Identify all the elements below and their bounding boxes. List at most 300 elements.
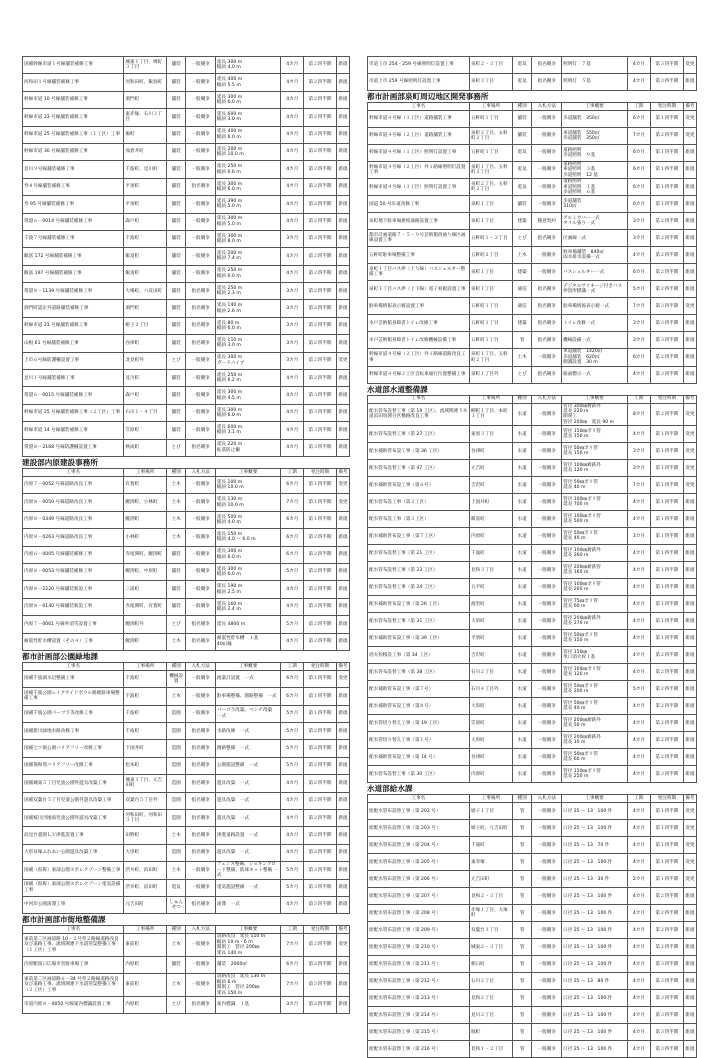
table-cell: 新規 bbox=[683, 74, 696, 91]
table-cell: 口径 25 ～ 13 100 件 bbox=[562, 1007, 628, 1024]
table-cell: 4カ月 bbox=[627, 647, 650, 664]
table-cell: 水道 bbox=[512, 545, 532, 562]
table-row bbox=[368, 749, 697, 766]
table-cell: 見和１・２丁目 bbox=[469, 1041, 512, 1058]
table-cell: 変更 bbox=[683, 854, 696, 871]
table-cell: 5カ月 bbox=[627, 681, 650, 698]
table-cell: 新規 bbox=[683, 213, 696, 230]
table-cell: 給配水管布設替工事（第 206 号） bbox=[368, 871, 470, 888]
table-cell: 新規 bbox=[336, 723, 349, 740]
table-cell: 電気 bbox=[512, 179, 532, 196]
table-cell: 一般競争 bbox=[186, 974, 215, 997]
table-cell: 口径 25 ～ 13 100 件 bbox=[562, 1041, 628, 1058]
table-cell: 配水管切り替え工事（第１号） bbox=[368, 732, 470, 749]
table-cell: 延長 300 m ガードパイプ bbox=[215, 352, 280, 369]
table-cell: 石川２丁目 bbox=[469, 973, 512, 990]
table-cell: 変更 bbox=[683, 111, 696, 128]
table-cell: 第２四半期 bbox=[650, 264, 683, 281]
table-cell: 照明灯 ５基 bbox=[562, 74, 628, 91]
table-cell: 一般競争 bbox=[532, 264, 562, 281]
table-cell: 東赤塚、石川３丁目 bbox=[124, 109, 167, 126]
table-cell: 土木 bbox=[166, 934, 186, 957]
table-cell: 延長 190 m 幅員 2.5 m bbox=[215, 581, 280, 598]
table-cell: 4カ月 bbox=[281, 161, 304, 178]
table-cell: 新規 bbox=[683, 613, 696, 630]
table-cell: 一般競争 bbox=[532, 681, 562, 698]
table-cell: 給配水管布設替工事（第 205 号） bbox=[368, 854, 470, 871]
table-cell: 幹線市道４号線（１工区）照明灯設置工事 bbox=[368, 145, 470, 162]
table-cell: 五軒町１丁目 bbox=[469, 315, 512, 332]
table-cell: 車道舗装 1420㎡ 歩道舗装 620㎡ 側溝設置 30 m bbox=[562, 349, 628, 366]
table-cell: 指名競争 bbox=[186, 300, 215, 317]
table-cell: 4カ月 bbox=[281, 370, 304, 387]
table-cell: 第３四半期 bbox=[650, 366, 683, 383]
table-cell: 第２四半期 bbox=[650, 732, 683, 749]
table-cell: 延長 250 m 幅員 6.0 m bbox=[215, 265, 280, 282]
table-row bbox=[368, 366, 697, 383]
table-cell: 4カ月 bbox=[281, 581, 304, 598]
table-cell: 6カ月 bbox=[281, 670, 304, 687]
table-cell: 鯉渕町、中原町 bbox=[124, 563, 167, 580]
table-cell: 第１四半期 bbox=[650, 613, 683, 630]
table-cell: 一般競争 bbox=[532, 956, 562, 973]
table-cell: 口径 25 ～ 13 100 件 bbox=[562, 990, 628, 1007]
table-cell: 泉町１丁目外 bbox=[469, 366, 512, 383]
table-cell: 第１四半期 bbox=[304, 670, 337, 687]
table-row bbox=[368, 162, 697, 179]
table-cell: 新規 bbox=[336, 740, 349, 757]
table-cell: 一般競争 bbox=[532, 871, 562, 888]
table-cell: 3カ月 bbox=[281, 352, 304, 369]
table-cell: 3カ月 bbox=[627, 460, 650, 477]
table-cell: 4カ月 bbox=[627, 562, 650, 579]
table-row bbox=[23, 213, 350, 230]
table-cell: 渋井町、浜田町 bbox=[124, 879, 167, 896]
table-cell: 区画線一式 bbox=[562, 230, 628, 247]
table-cell: 酒門町 bbox=[124, 91, 167, 108]
table-cell: 延長 160 m 幅員 2.4 m bbox=[215, 598, 280, 615]
table-cell: 大場町、六反田町 bbox=[124, 283, 167, 300]
table-cell: 土木 bbox=[512, 247, 532, 264]
table-cell: 3カ月 bbox=[627, 315, 650, 332]
table-cell: 泉町１丁目バス停（上り線）バスシェルター整備工事 bbox=[368, 264, 470, 281]
table-cell: 水道 bbox=[512, 494, 532, 511]
table-cell: 双葉台５丁目外 bbox=[124, 792, 167, 809]
table-cell: 4カ月 bbox=[281, 810, 304, 827]
section-title: 都市計画部泉町周辺地区開発事務所 bbox=[367, 92, 489, 101]
table-row bbox=[368, 145, 697, 162]
table-cell: 給配水管布設替工事（第 212 号） bbox=[368, 973, 470, 990]
table-cell: 4カ月 bbox=[627, 732, 650, 749]
column-header: 種別 bbox=[512, 795, 532, 803]
table-cell: 見川１号線舗装補修工事 bbox=[23, 370, 124, 387]
table-cell: 車道舗装 550㎡ 歩道舗装 350㎡ bbox=[562, 128, 628, 145]
table-row bbox=[368, 443, 697, 460]
table-cell: 舗装 bbox=[166, 143, 186, 160]
table-cell: 延長 600 m 幅員 3.1 m bbox=[215, 422, 280, 439]
table-cell: 一般競争 bbox=[186, 230, 215, 247]
table-cell: 造園 bbox=[166, 810, 186, 827]
table-row bbox=[368, 766, 697, 783]
table-row bbox=[23, 705, 350, 722]
table-cell: 新規 bbox=[683, 494, 696, 511]
table-cell: 千波７号線舗装補修工事 bbox=[23, 230, 124, 247]
table-cell: とび bbox=[512, 366, 532, 383]
table-cell: 指名競争 bbox=[186, 740, 215, 757]
table-row bbox=[23, 529, 350, 546]
table-cell: 一般競争 bbox=[186, 422, 215, 439]
table-cell: 6カ月 bbox=[281, 956, 304, 973]
table-cell: 東前町 bbox=[124, 934, 167, 957]
table-cell: 第２四半期 bbox=[304, 581, 337, 598]
table-cell: 山根 61 号線舗装補修工事 bbox=[23, 335, 124, 352]
table-cell: 新規 bbox=[336, 143, 349, 160]
table-cell: 新規 bbox=[683, 664, 696, 681]
table-cell: 上市６号線防護柵設置工事 bbox=[23, 352, 124, 369]
table-cell: 配水管布設替工事（第 19 工区）、流域関連下水道浜田処理分区精路改良工事 bbox=[368, 403, 470, 426]
table-cell: 第１四半期 bbox=[650, 630, 683, 647]
table-cell: トイレ改修一式 bbox=[562, 315, 628, 332]
table-cell: 舗装 bbox=[166, 581, 186, 598]
table-cell: 第２四半期 bbox=[650, 715, 683, 732]
table-cell: 第２四半期 bbox=[650, 403, 683, 426]
table-cell: 元吉町 bbox=[469, 460, 512, 477]
table-cell: 4カ月 bbox=[627, 973, 650, 990]
table-cell: 谷津町 bbox=[124, 335, 167, 352]
table-cell: 一般競争 bbox=[186, 126, 215, 143]
table-cell: 一般競争 bbox=[532, 905, 562, 922]
table-cell: 給配水管布設替工事（第 216 号） bbox=[368, 1041, 470, 1058]
table-cell: 管 bbox=[512, 905, 532, 922]
table-cell: 一般競争 bbox=[532, 990, 562, 1007]
column-header: 工事場所 bbox=[124, 468, 167, 476]
table-cell: 舗装 bbox=[166, 248, 186, 265]
table-cell: 新規 bbox=[336, 109, 349, 126]
table-cell: 幹線市道 25 号線舗装補修工事（１工区）工事 bbox=[23, 126, 124, 143]
table-cell: とび bbox=[166, 616, 186, 633]
table-cell: 泉町１丁目 bbox=[469, 196, 512, 213]
table-row bbox=[368, 349, 697, 366]
table-cell: 泉町１丁目バス停（上下線）電子看板設置工事 bbox=[368, 281, 470, 298]
column-header: 備考 bbox=[685, 796, 695, 802]
table-cell: 8カ月 bbox=[627, 403, 650, 426]
column-header: 備考 bbox=[338, 663, 348, 669]
table-cell: 一般競争 bbox=[532, 196, 562, 213]
table-cell: 4カ月 bbox=[281, 248, 304, 265]
table-cell: 4カ月 bbox=[281, 57, 304, 74]
table-cell: 新規 bbox=[683, 681, 696, 698]
table-cell: 一般競争 bbox=[186, 57, 215, 74]
table-row bbox=[368, 179, 697, 196]
table-cell: 新規 bbox=[336, 439, 349, 456]
table-cell: 見川町 bbox=[124, 370, 167, 387]
table-cell: 4カ月 bbox=[627, 803, 650, 820]
table-cell: 谷津町 bbox=[469, 443, 512, 460]
table-row bbox=[23, 422, 350, 439]
table-cell: 中河岸公園浚渫工事 bbox=[23, 896, 124, 913]
table-cell: 一般競争 bbox=[186, 862, 215, 879]
table-cell: 第２四半期 bbox=[304, 248, 337, 265]
table-cell: 五平町 bbox=[469, 579, 512, 596]
table-cell: 第２四半期 bbox=[650, 939, 683, 956]
table-cell: 新規 bbox=[683, 922, 696, 939]
table-cell: 堀町 bbox=[124, 126, 167, 143]
table-cell: 配水管切り替え工事（第 19 工区） bbox=[368, 715, 470, 732]
table-cell: 6カ月 bbox=[627, 145, 650, 162]
table-row bbox=[368, 888, 697, 905]
table-cell: 内原町 bbox=[124, 956, 167, 973]
table-cell: 第２四半期 bbox=[304, 598, 337, 615]
table-row bbox=[23, 248, 350, 265]
table-cell: 一般競争 bbox=[532, 1024, 562, 1041]
table-cell: 管 bbox=[512, 1024, 532, 1041]
table-cell: 一般競争 bbox=[186, 598, 215, 615]
table-cell: 河和田１号線舗装補修工事 bbox=[23, 74, 124, 91]
table-cell: とび bbox=[166, 352, 186, 369]
table-row bbox=[368, 196, 697, 213]
table-cell: 三湯町 bbox=[124, 581, 167, 598]
table-cell: 管 bbox=[512, 871, 532, 888]
table-row bbox=[23, 283, 350, 300]
table-cell: 一般競争 bbox=[532, 111, 562, 128]
table-cell: 6カ月 bbox=[281, 476, 304, 493]
table-row bbox=[368, 905, 697, 922]
table-cell: 一般競争 bbox=[186, 265, 215, 282]
table-cell: 一般競争 bbox=[532, 922, 562, 939]
table-row bbox=[368, 837, 697, 854]
table-cell: 第１四半期 bbox=[650, 562, 683, 579]
table-cell: 笠原町 bbox=[469, 715, 512, 732]
table-cell: 管 bbox=[512, 990, 532, 1007]
table-cell: 6カ月 bbox=[627, 264, 650, 281]
table-cell: 一般競争 bbox=[532, 545, 562, 562]
table-cell: 第２四半期 bbox=[304, 143, 337, 160]
table-cell: 第３四半期 bbox=[650, 990, 683, 1007]
table-cell: 7カ月 bbox=[627, 298, 650, 315]
table-cell: 舗装 bbox=[166, 109, 186, 126]
table-row bbox=[23, 792, 350, 809]
table-cell: 4カ月 bbox=[627, 545, 650, 562]
table-cell: 4カ月 bbox=[627, 366, 650, 383]
table-cell: 配水管布設替工事（第 38 工区） bbox=[368, 664, 470, 681]
column-header: 入札方法 bbox=[532, 103, 562, 111]
table-cell: 口径 25 ～ 13 100 件 bbox=[562, 820, 628, 837]
table-cell: 新規 bbox=[683, 888, 696, 905]
table-cell: 一般競争 bbox=[186, 161, 215, 178]
table-cell: 第１四半期 bbox=[650, 196, 683, 213]
table-cell: 一般競争 bbox=[186, 213, 215, 230]
table-cell: 給配水管布設替工事（第 207 号） bbox=[368, 888, 470, 905]
table-cell: 新規 bbox=[336, 404, 349, 421]
table-row bbox=[368, 332, 697, 349]
table-cell: 6カ月 bbox=[281, 511, 304, 528]
table-cell: 泉町１丁目 bbox=[469, 213, 512, 230]
table-cell: 第１四半期 bbox=[650, 145, 683, 162]
column-header: 発注時期 bbox=[304, 926, 337, 934]
table-cell: 電気 bbox=[512, 162, 532, 179]
table-cell: 国補幹線市道１号線舗装補修工事 bbox=[23, 57, 124, 74]
table-cell: 幹線市道 14 号線舗装補修工事 bbox=[23, 422, 124, 439]
table-cell: 口径 25 ～ 13 100 件 bbox=[562, 939, 628, 956]
table-row bbox=[23, 109, 350, 126]
table-cell: 4カ月 bbox=[627, 939, 650, 956]
table-cell: 舗装 bbox=[166, 57, 186, 74]
table-cell: 幹線市道４号線２工区自転車通行位置整備工事 bbox=[368, 366, 470, 383]
column-header: 工事場所 bbox=[124, 926, 167, 934]
table-cell: 指名競争 bbox=[186, 844, 215, 861]
table-cell: 新規 bbox=[336, 91, 349, 108]
table-cell: 市道内原８－0050 号線案内標識設置工事 bbox=[23, 997, 124, 1014]
table-cell: 第３四半期 bbox=[304, 404, 337, 421]
table-cell: 国補七ツ洞公園バリアフリー改修工事 bbox=[23, 740, 124, 757]
table-cell: 一般競争 bbox=[532, 820, 562, 837]
table-cell: 4カ月 bbox=[281, 404, 304, 421]
table-cell: 新規 bbox=[336, 196, 349, 213]
table-row bbox=[368, 298, 697, 315]
table-cell: 一般競争 bbox=[186, 670, 215, 687]
table-cell: 新規 bbox=[336, 775, 349, 792]
table-cell: 道路改良 延長 110 m 幅員 10 m・6 m 開削工 管径 200㎜ 延長 140 m bbox=[215, 934, 280, 957]
table-cell: 上国井町 bbox=[469, 494, 512, 511]
table-cell: 吉沢町 bbox=[469, 477, 512, 494]
table-cell: 五軒町１丁目 bbox=[469, 298, 512, 315]
table-cell: 水戸芸術館身障者トイレ改修機械設備工事 bbox=[368, 332, 470, 349]
table-cell: 一般競争 bbox=[532, 837, 562, 854]
table-cell: 5カ月 bbox=[281, 563, 304, 580]
table-cell: 幹線市道４号線（１工区）道路舗装工事 bbox=[368, 111, 470, 128]
table-cell: 一般競争 bbox=[186, 688, 215, 705]
table-cell: 3カ月 bbox=[627, 528, 650, 545]
table-cell: とび bbox=[166, 997, 186, 1014]
table-cell: 一般競争 bbox=[186, 705, 215, 722]
table-cell: 第２四半期 bbox=[650, 247, 683, 264]
table-cell: 朝日町 bbox=[469, 956, 512, 973]
table-cell: 新規 bbox=[336, 178, 349, 195]
table-row bbox=[368, 528, 697, 545]
table-cell: 変更 bbox=[683, 298, 696, 315]
column-header: 発注時期 bbox=[304, 662, 337, 670]
table-cell: 7カ月 bbox=[281, 494, 304, 511]
table-cell: 造園 bbox=[166, 723, 186, 740]
table-cell: 内原町 bbox=[469, 528, 512, 545]
table-cell: 飯富町 bbox=[469, 511, 512, 528]
table-cell: 変更 bbox=[683, 426, 696, 443]
table-cell: 一般競争 bbox=[186, 387, 215, 404]
table-cell: 第１四半期 bbox=[304, 688, 337, 705]
table-cell: 新規 bbox=[336, 827, 349, 844]
table-cell: 管 bbox=[512, 332, 532, 349]
table-cell: 内原８－0140 号線舗装新設工事 bbox=[23, 598, 124, 615]
table-cell: 幹線市道４号線（２工区）外１路線道路改良工事 bbox=[368, 349, 470, 366]
table-cell: 4カ月 bbox=[627, 1007, 650, 1024]
table-cell: 新規 bbox=[683, 749, 696, 766]
table-cell: 6カ月 bbox=[627, 196, 650, 213]
table-cell: 土木 bbox=[166, 529, 186, 546]
table-row bbox=[23, 335, 350, 352]
table-cell: 舗装 bbox=[166, 335, 186, 352]
table-cell: 新規 bbox=[336, 126, 349, 143]
table-cell: 延長 80 m 幅員 6.0 m bbox=[215, 317, 280, 334]
table-cell: 延長 100 m 幅員 10.0 m bbox=[215, 476, 280, 493]
table-cell: 4カ月 bbox=[281, 74, 304, 91]
table-cell: 新規 bbox=[336, 792, 349, 809]
table-cell: 5カ月 bbox=[281, 616, 304, 633]
table-cell: 一般競争 bbox=[186, 352, 215, 369]
table-cell: 管径 150㎜ポリ管 延長 250 m bbox=[562, 766, 628, 783]
table-row bbox=[23, 178, 350, 195]
table-row bbox=[368, 1007, 697, 1024]
table-cell: 大串町 bbox=[469, 732, 512, 749]
table-cell: 指名競争 bbox=[186, 723, 215, 740]
table-cell: 市道上市 254・259 号線照明灯設置工事 bbox=[368, 57, 470, 74]
table-cell: 新規 bbox=[336, 335, 349, 352]
table-cell: 3カ月 bbox=[627, 332, 650, 349]
table-cell: 水道 bbox=[512, 511, 532, 528]
table-cell: 一般競争 bbox=[186, 494, 215, 511]
table-cell: 給配水管布設替工事（第 210 号） bbox=[368, 939, 470, 956]
table-cell: 市道上市 259 号線照明灯設置工事 bbox=[368, 74, 470, 91]
table-cell: 第２四半期 bbox=[304, 546, 337, 563]
table-cell: 東前第二区画道路 10－２号外２路線道路改良及び道路工事、流域関連下水道管渠整備工事（１工区）工事 bbox=[23, 934, 124, 957]
table-cell: 第２四半期 bbox=[650, 128, 683, 145]
table-cell: 泉町２丁目、五軒町２丁目 bbox=[469, 128, 512, 145]
table-cell: 石川１・４丁目 bbox=[124, 404, 167, 421]
table-cell: 駐車場情報表示板設置工事 bbox=[368, 298, 470, 315]
table-cell: 第１四半期 bbox=[650, 494, 683, 511]
table-cell: 口径 25 ～ 13 100 件 bbox=[562, 888, 628, 905]
table-cell: 4カ月 bbox=[281, 387, 304, 404]
table-cell: 管 bbox=[512, 1041, 532, 1058]
table-cell: 3カ月 bbox=[627, 443, 650, 460]
table-cell: 4カ月 bbox=[627, 990, 650, 1007]
table-cell: 第２四半期 bbox=[650, 698, 683, 715]
table-cell: 管 bbox=[512, 1007, 532, 1024]
table-cell: 第２四半期 bbox=[304, 370, 337, 387]
table-row bbox=[23, 633, 350, 650]
table-cell: 内原町 bbox=[469, 766, 512, 783]
table-cell: 延長 140 m 幅員 2.6 m bbox=[215, 300, 280, 317]
table-cell: 電気 bbox=[512, 145, 532, 162]
table-cell: 千波町 bbox=[124, 670, 167, 687]
table-cell: 指名競争 bbox=[186, 317, 215, 334]
table-cell: 新規 bbox=[336, 956, 349, 973]
table-cell: 舗装 bbox=[512, 111, 532, 128]
table-cell: 新規 bbox=[683, 579, 696, 596]
table-cell: 大串町 bbox=[469, 613, 512, 630]
table-cell: 4カ月 bbox=[627, 956, 650, 973]
table-cell: 管径 50㎜ポリ管 延長 60 m bbox=[562, 749, 628, 766]
table-cell: 浜見台霊園ＬＶ津進設置工事 bbox=[23, 827, 124, 844]
table-cell: 舗装 bbox=[166, 230, 186, 247]
table-cell: 管径 50㎜ポリ管 延長 150 m bbox=[562, 443, 628, 460]
table-cell: 新規 bbox=[683, 145, 696, 162]
table-cell: 4カ月 bbox=[627, 905, 650, 922]
table-cell: 延長 200 m 幅員 7.4 m bbox=[215, 248, 280, 265]
table-row bbox=[368, 664, 697, 681]
table-cell: 新規 bbox=[336, 265, 349, 282]
table-cell: 浚渫 一式 bbox=[215, 896, 280, 913]
table-cell: 第２四半期 bbox=[650, 647, 683, 664]
table-row bbox=[368, 264, 697, 281]
table-cell: 見和２・３丁目 bbox=[469, 888, 512, 905]
table-cell: 造園 bbox=[166, 757, 186, 774]
table-cell: 新規 bbox=[336, 387, 349, 404]
table-row bbox=[368, 57, 697, 74]
table-cell: 指名競争 bbox=[186, 896, 215, 913]
table-cell: 第２四半期 bbox=[304, 317, 337, 334]
table-cell: 管径 100㎜ポリ管 延長 200 m bbox=[562, 579, 628, 596]
table-row bbox=[368, 871, 697, 888]
